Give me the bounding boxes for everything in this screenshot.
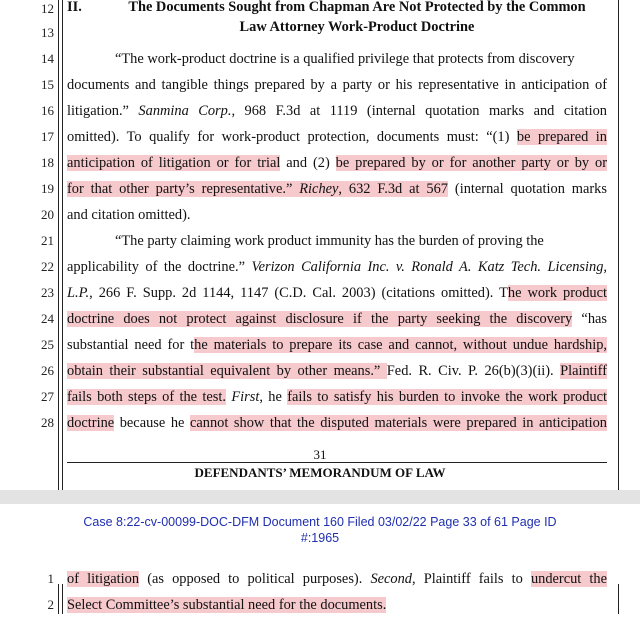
line-number: 13 xyxy=(41,25,54,40)
line-number: 28 xyxy=(41,415,54,430)
line-number: 27 xyxy=(41,389,54,404)
line-number: 21 xyxy=(41,233,54,248)
text-line-24: doctrine does not protect against disclosure if the party seeking the discovery “has xyxy=(67,311,608,327)
heading-line-1: The Documents Sought from Chapman Are Not Protected by the Common xyxy=(128,0,586,15)
heading-line-2: Law Attorney Work-Product Doctrine xyxy=(239,19,475,35)
highlight: doctrine xyxy=(67,415,115,431)
page-separator xyxy=(0,490,640,504)
document-page-33 xyxy=(0,504,640,614)
line-number: 18 xyxy=(41,155,54,170)
section-number: II. xyxy=(67,0,82,15)
highlight: cannot show that the disputed materials were prepared in anticipation xyxy=(190,415,607,431)
text-line-16: litigation.” Sanmina Corp., 968 F.3d at 1119 (internal quotation marks and citation xyxy=(67,103,607,119)
page-number: 31 xyxy=(313,447,327,462)
highlight: be prepared by or for another party or by or xyxy=(335,155,607,171)
line-number: 20 xyxy=(41,207,54,222)
text-line-18: anticipation of litigation or for trial and (2) be prepared by or for another party or by or xyxy=(67,155,607,171)
line-number: 19 xyxy=(41,181,54,196)
text-line-1: of litigation (as opposed to political purposes). Second, Plaintiff fails to undercut the xyxy=(67,571,607,587)
text-line-20: and citation omitted). xyxy=(67,207,191,223)
line-number: 15 xyxy=(41,77,54,92)
line-number: 14 xyxy=(41,51,54,66)
highlight: of litigation xyxy=(67,571,140,587)
line-number: 22 xyxy=(41,259,54,274)
line-number: 26 xyxy=(41,363,54,378)
highlight: undercut the xyxy=(530,571,607,587)
highlight: doctrine does not protect against disclosure if the party seeking the discovery xyxy=(67,311,573,327)
line-number: 17 xyxy=(41,129,54,144)
margin-rule-left-inner xyxy=(62,0,63,490)
highlight: he work product xyxy=(507,285,608,301)
text-line-2 xyxy=(67,592,607,618)
margin-rule-left-inner xyxy=(62,584,63,614)
highlight: Plaintiff xyxy=(560,363,607,379)
text-line-17: omitted). To qualify for work-product protection, documents must: “(1) be prepared in xyxy=(67,129,607,145)
case-header xyxy=(0,514,640,546)
highlight: be prepared in xyxy=(516,129,607,145)
line-number: 2 xyxy=(47,597,54,612)
case-header-line-1: Case 8:22-cv-00099-DOC-DFM Document 160 Filed 03/02/22 Page 33 of 61 Page ID xyxy=(83,515,557,529)
highlight: fails to satisfy his burden to invoke the work product xyxy=(287,389,607,405)
highlight: anticipation of litigation or for trial xyxy=(67,155,281,171)
highlight: Richey, 632 F.3d at 567 xyxy=(299,181,449,197)
highlight: obtain their substantial equivalent by other means.” xyxy=(67,363,387,379)
text-line-23: L.P., 266 F. Supp. 2d 1144, 1147 (C.D. Cal. 2003) (citations omitted). The work product xyxy=(67,285,608,301)
line-number: 24 xyxy=(41,311,54,326)
highlight: for that other party’s representative.” xyxy=(67,181,300,197)
line-number: 16 xyxy=(41,103,54,118)
line-number: 23 xyxy=(41,285,54,300)
text-line-28: doctrine because he cannot show that the disputed materials were prepared in anticipation xyxy=(67,415,607,431)
line-number: 25 xyxy=(41,337,54,352)
text-line-15: documents and tangible things prepared by a party or his representative in anticipation of xyxy=(67,77,607,93)
text-line-25: substantial need for the materials to prepare its case and cannot, without undue hardship, xyxy=(67,337,607,353)
text-line-27: fails both steps of the test. First, he fails to satisfy his burden to invoke the work product xyxy=(67,389,607,405)
text-line-22: applicability of the doctrine.” Verizon California Inc. v. Ronald A. Katz Tech. Licensing, xyxy=(67,259,607,275)
margin-rule-left xyxy=(58,0,59,490)
highlight: fails both steps of the test. xyxy=(67,389,226,405)
case-header-line-2: #:1965 xyxy=(300,531,340,545)
margin-rule-right xyxy=(618,584,619,614)
margin-rule-right xyxy=(618,0,619,490)
margin-rule-left xyxy=(58,584,59,614)
text-line-14: “The work-product doctrine is a qualified privilege that protects from discovery xyxy=(115,51,575,67)
text-line-19: for that other party’s representative.” Richey, 632 F.3d at 567 (internal quotation marks xyxy=(67,181,607,197)
footer-title: DEFENDANTS’ MEMORANDUM OF LAW xyxy=(194,465,446,480)
text-line-26: obtain their substantial equivalent by other means.” Fed. R. Civ. P. 26(b)(3)(ii). Plaintiff xyxy=(67,363,607,379)
text-line-21: “The party claiming work product immunity has the burden of proving the xyxy=(115,233,544,249)
highlight: Select Committee’s substantial need for the documents. xyxy=(67,597,387,613)
highlight: he materials to prepare its case and cannot, without undue hardship, xyxy=(194,337,607,353)
line-number: 1 xyxy=(47,571,54,586)
line-number: 12 xyxy=(41,1,54,16)
